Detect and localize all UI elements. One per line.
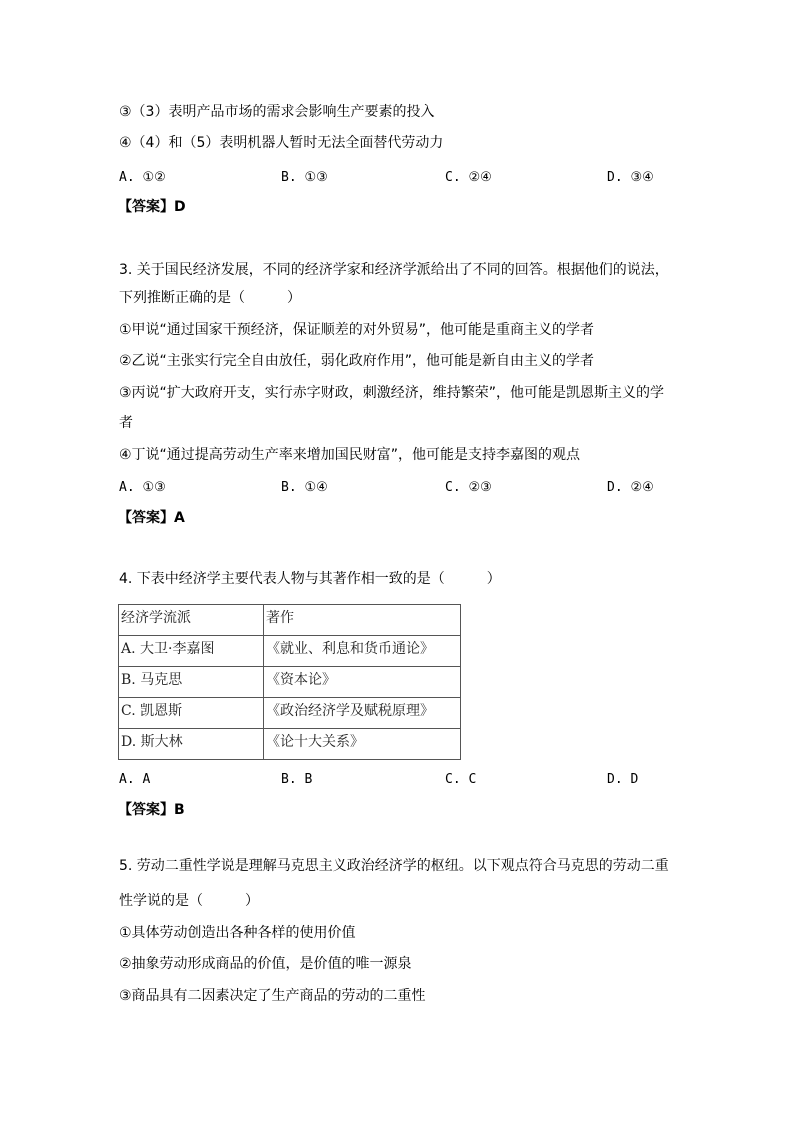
- question-stem: 下列推断正确的是（ ）: [119, 290, 301, 306]
- option-c: C. ②④: [445, 170, 492, 185]
- question-stem: 5. 劳动二重性学说是理解马克思主义政治经济学的枢纽。以下观点符合马克思的劳动二重: [119, 858, 669, 874]
- option-b: B. ①④: [281, 480, 328, 495]
- table-header: 经济学流派: [119, 605, 264, 636]
- table-cell: 《资本论》: [264, 667, 461, 698]
- statement: ①甲说“通过国家干预经济，保证顺差的对外贸易”，他可能是重商主义的学者: [119, 322, 595, 338]
- table-cell: A. 大卫·李嘉图: [119, 636, 264, 667]
- table-cell: 《就业、利息和货币通论》: [264, 636, 461, 667]
- statement: 者: [119, 415, 133, 431]
- option-d: D. ③④: [607, 170, 654, 185]
- statement: ④丁说“通过提高劳动生产率来增加国民财富”，他可能是支持李嘉图的观点: [119, 447, 581, 463]
- option-c: C. C: [445, 772, 477, 787]
- option-c: C. ②③: [445, 480, 492, 495]
- statement: ①具体劳动创造出各种各样的使用价值: [119, 925, 356, 941]
- statement: ②抽象劳动形成商品的价值，是价值的唯一源泉: [119, 956, 412, 972]
- statement: ④（4）和（5）表明机器人暂时无法全面替代劳动力: [119, 135, 444, 151]
- table-cell: D. 斯大林: [119, 729, 264, 760]
- option-a: A. ①②: [119, 170, 166, 185]
- table-row: [119, 698, 461, 729]
- statement: ②乙说“主张实行完全自由放任，弱化政府作用”，他可能是新自由主义的学者: [119, 353, 595, 369]
- table-cell: 《政治经济学及赋税原理》: [264, 698, 461, 729]
- option-d: D. D: [607, 772, 639, 787]
- option-b: B. ①③: [281, 170, 328, 185]
- answer: 【答案】D: [118, 199, 186, 215]
- option-b: B. B: [281, 772, 313, 787]
- question-stem: 3. 关于国民经济发展，不同的经济学家和经济学派给出了不同的回答。根据他们的说法，: [119, 262, 669, 278]
- table-cell: C. 凯恩斯: [119, 698, 264, 729]
- table-row: [119, 729, 461, 760]
- table-row: [119, 667, 461, 698]
- table-cell: B. 马克思: [119, 667, 264, 698]
- table-header: 著作: [264, 605, 461, 636]
- table-cell: 《论十大关系》: [264, 729, 461, 760]
- table-row: [119, 636, 461, 667]
- option-d: D. ②④: [607, 480, 654, 495]
- question-stem: 4. 下表中经济学主要代表人物与其著作相一致的是（ ）: [119, 571, 501, 587]
- table-header-row: [119, 605, 461, 636]
- economists-table: [118, 604, 461, 760]
- question-stem: 性学说的是（ ）: [119, 893, 259, 909]
- option-a: A. A: [119, 772, 151, 787]
- answer: 【答案】A: [118, 510, 185, 526]
- statement: ③丙说“扩大政府开支，实行赤字财政，刺激经济，维持繁荣”，他可能是凯恩斯主义的学: [119, 385, 665, 401]
- statement: ③（3）表明产品市场的需求会影响生产要素的投入: [119, 104, 435, 120]
- option-a: A. ①③: [119, 480, 166, 495]
- answer: 【答案】B: [118, 802, 185, 818]
- statement: ③商品具有二因素决定了生产商品的劳动的二重性: [119, 988, 426, 1004]
